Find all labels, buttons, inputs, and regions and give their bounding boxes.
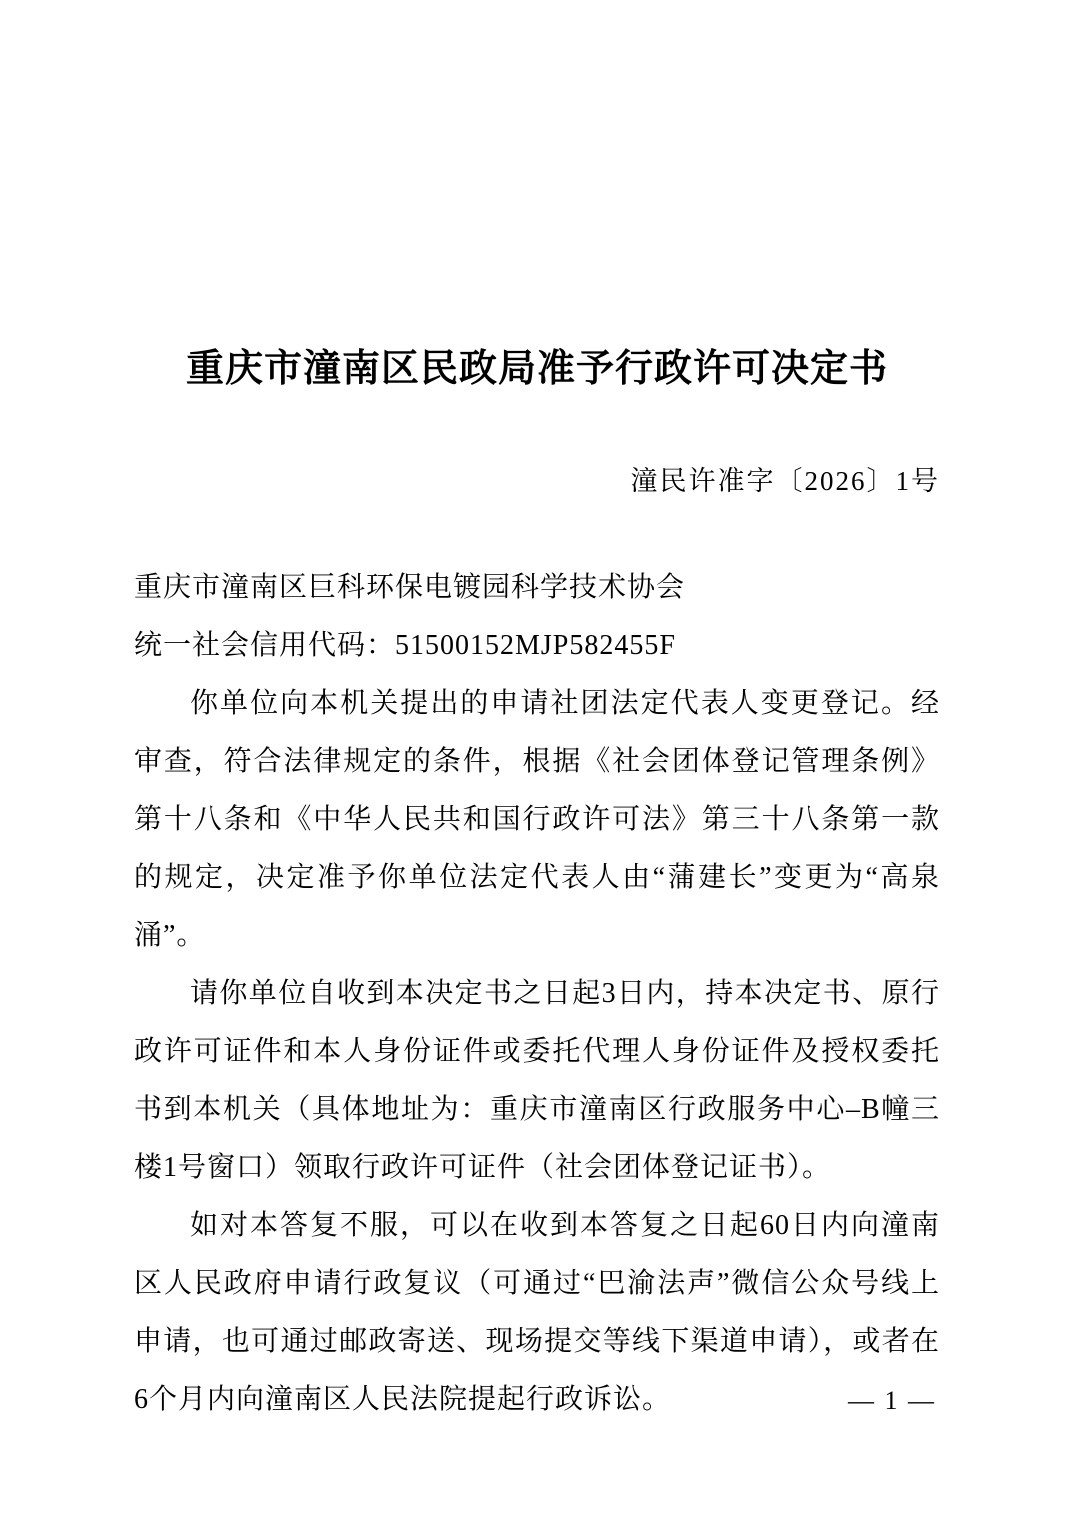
credit-code-line: 统一社会信用代码：51500152MJP582455F: [134, 629, 676, 661]
paragraph-decision: 你单位向本机关提出的申请社团法定代表人变更登记。经审查，符合法律规定的条件，根据《社会团体登记管理条例》第十八条和《中华人民共和国行政许可法》第三十八条第一款的规定，决定准予你单位法定代表人由“蒲建长”变更为“高泉涌”。: [134, 687, 940, 951]
recipient-line: 重庆市潼南区巨科环保电镀园科学技术协会: [134, 571, 686, 603]
paragraph-appeal-rights: 如对本答复不服，可以在收到本答复之日起60日内向潼南区人民政府申请行政复议（可通过“巴渝法声”微信公众号线上申请，也可通过邮政寄送、现场提交等线下渠道申请），或者在6个月内向潼南区人民法院提起行政诉讼。: [134, 1209, 940, 1415]
document-body: [134, 559, 940, 1429]
page-number: — 1 —: [848, 1386, 936, 1415]
paragraph-certificate-pickup: 请你单位自收到本决定书之日起3日内，持本决定书、原行政许可证件和本人身份证件或委托代理人身份证件及授权委托书到本机关（具体地址为：重庆市潼南区行政服务中心–B幢三楼1号窗口）领取行政许可证件（社会团体登记证书）。: [134, 977, 940, 1183]
document-number: 潼民许准字〔2026〕1号: [630, 465, 940, 496]
document-title: 重庆市潼南区民政局准予行政许可决定书: [185, 348, 888, 390]
